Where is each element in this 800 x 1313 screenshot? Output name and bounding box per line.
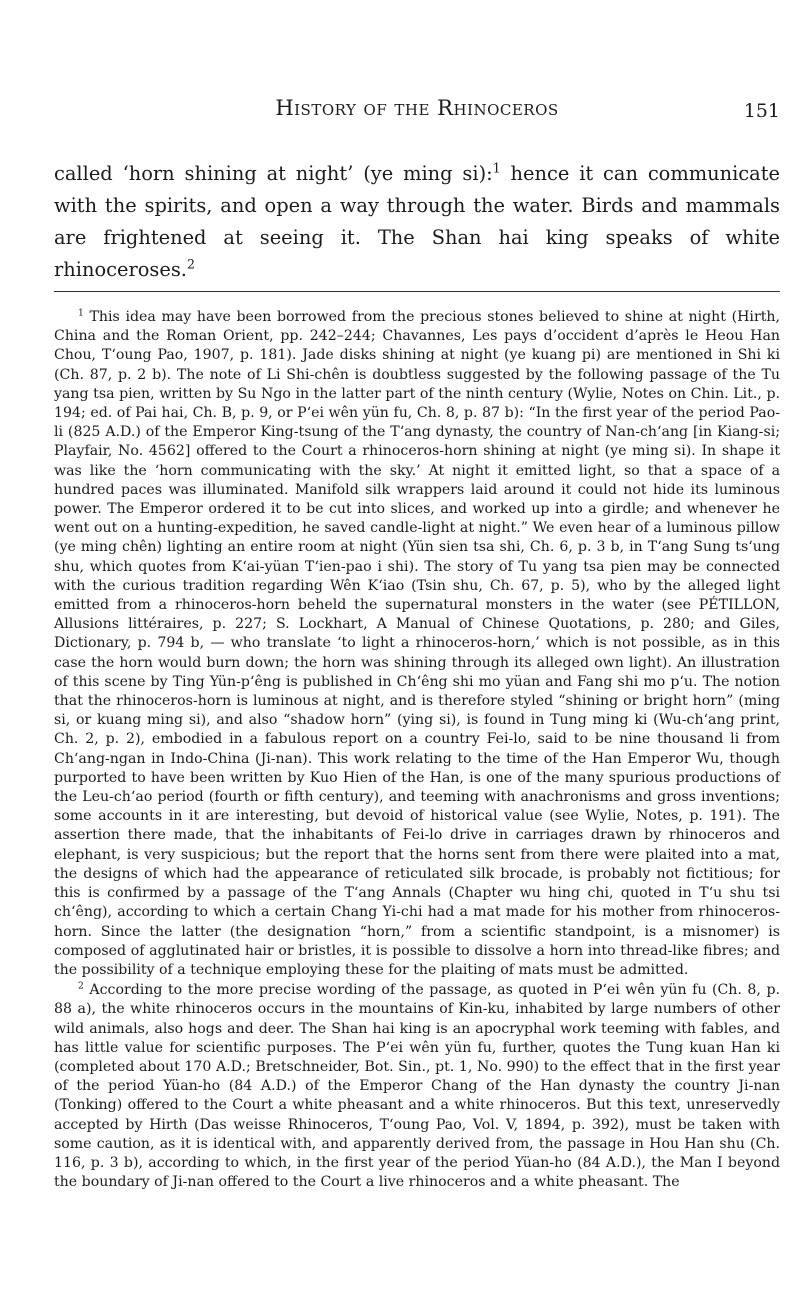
footnotes xyxy=(54,308,780,1192)
main-paragraph xyxy=(54,158,780,286)
footnote-text-1: This idea may have been borrowed from the precious stones believed to shine at night (Hirth, China and the Roman Orient, pp. 242–244; Chavannes, Les pays d’occident d’après le Heou Han Chou, T‘oung Pao, 1907, p. 181). Jade disks shining at night (ye kuang pi) are mentioned in Shi ki (Ch. 87, p. 2 b). The note of Li Shi-chên is doubtless suggested by the following passage of the Tu yang tsa pien, written by Su Ngo in the latter part of the ninth century (Wylie, Notes on Chin. Lit., p. 194; ed. of Pai hai, Ch. B, p. 9, or P‘ei wên yün fu, Ch. 8, p. 87 b): “In the first year of the period Pao-li (825 A.D.) of the Emperor King-tsung of the T‘ang dynasty, the country of Nan-ch‘ang [in Kiang-si; Playfair, No. 4562] offered to the Court a rhinoceros-horn shining at night (ye ming si). In shape it was like the ‘horn communicating with the sky.’ At night it emitted light, so that a space of a hundred paces was illuminated. Manifold silk wrappers laid around it could not hide its luminous power. The Emperor ordered it to be cut into slices, and worked up into a girdle; and whenever he went out on a hunting-expedition, he saved candle-light at night.” We even hear of a luminous pillow (ye ming chên) lighting an entire room at night (Yün sien tsa shi, Ch. 6, p. 3 b, in T‘ang Sung ts‘ung shu, which quotes from K‘ai-yüan T‘ien-pao i shi). The story of Tu yang tsa pien may be connected with the curious tradition regarding Wên K‘iao (Tsin shu, Ch. 67, p. 5), who by the alleged light emitted from a rhinoceros-horn beheld the supernatural monsters in the water (see PÉTILLON, Allusions littéraires, p. 227; S. Lockhart, A Manual of Chinese Quotations, p. 280; and Giles, Dictionary, p. 794 b, — who translate ‘to light a rhinoceros-horn,’ which is not possible, as in this case the horn would burn down; the horn was shining through its alleged own light). An illustration of this scene by Ting Yün-p‘êng is published in Ch‘êng shi mo yüan and Fang shi mo p‘u. The notion that the rhinoceros-horn is luminous at night, and is therefore styled “shining or bright horn” (ming si, or kuang ming si), and also “shadow horn” (ying si), is found in Tung ming ki (Wu-ch‘ang print, Ch. 2, p. 2), embodied in a fabulous report on a country Fei-lo, said to be nine thousand li from Ch‘ang-ngan in Indo-China (Ji-nan). This work relating to the time of the Han Emperor Wu, though purported to have been written by Kuo Hien of the Han, is one of the many spurious productions of the Leu-ch‘ao period (fourth or fifth century), and teeming with anachronisms and gross inventions; some accounts in it are interesting, but devoid of historical value (see Wylie, Notes, p. 191). The assertion there made, that the inhabitants of Fei-lo drive in carriages drawn by rhinoceros and elephant, is very suspicious; but the report that the horns sent from there were plaited into a mat, the designs of which had the appearance of reticulated silk brocade, is probably not fictitious; for this is confirmed by a passage of the T‘ang Annals (Chapter wu hing chi, quoted in T‘u shu tsi ch‘êng), according to which a certain Chang Yi-chi had a mat made for his mother from rhinoceros-horn. Since the latter (the designation “horn,” from a scientific standpoint, is a misnomer) is composed of agglutinated hair or bristles, it is possible to dissolve a horn into thread-like fibres; and the possibility of a technique employing these for the plaiting of mats must be admitted. xyxy=(54,309,780,978)
footnote-separator xyxy=(54,291,780,292)
page-number: 151 xyxy=(743,100,780,122)
footnote-marker-1: 1 xyxy=(78,307,84,319)
footnote-marker-2: 2 xyxy=(78,980,84,992)
main-text-part-1: called ‘horn shining at night’ (ye ming si): xyxy=(54,162,493,185)
running-head: History of the Rhinoceros xyxy=(275,96,559,120)
footnote-text-2: According to the more precise wording of the passage, as quoted in P‘ei wên yün fu (Ch. 8, p. 88 a), the white rhinoceros occurs in the mountains of Kin-ku, inhabited by large numbers of other wild animals, also hogs and deer. The Shan hai king is an apocryphal work teeming with fables, and has little value for scientific purposes. The P‘ei wên yün fu, further, quotes the Tung kuan Han ki (completed about 170 A.D.; Bretschneider, Bot. Sin., pt. 1, No. 990) to the effect that in the first year of the period Yüan-ho (84 A.D.) of the Emperor Chang of the Han dynasty the country Ji-nan (Tonking) offered to the Court a white pheasant and a white rhinoceros. But this text, unreservedly accepted by Hirth (Das weisse Rhinoceros, T‘oung Pao, Vol. V, 1894, p. 392), must be taken with some caution, as it is identical with, and apparently derived from, the passage in Hou Han shu (Ch. 116, p. 3 b), according to which, in the first year of the period Yüan-ho (84 A.D.), the Man I beyond the boundary of Ji-nan offered to the Court a live rhinoceros and a white pheasant. The xyxy=(54,982,780,1191)
footnote-ref-1: 1 xyxy=(492,160,501,176)
footnote-2 xyxy=(54,981,780,1192)
footnote-1 xyxy=(54,308,780,980)
main-text-part-2: hence it can communicate with the spirits, and open a way through the water. Birds and mammals are frightened at seeing it. The Shan hai king speaks of white rhinoceroses. xyxy=(54,162,780,281)
page-header xyxy=(54,96,780,126)
footnote-ref-2: 2 xyxy=(186,256,195,272)
